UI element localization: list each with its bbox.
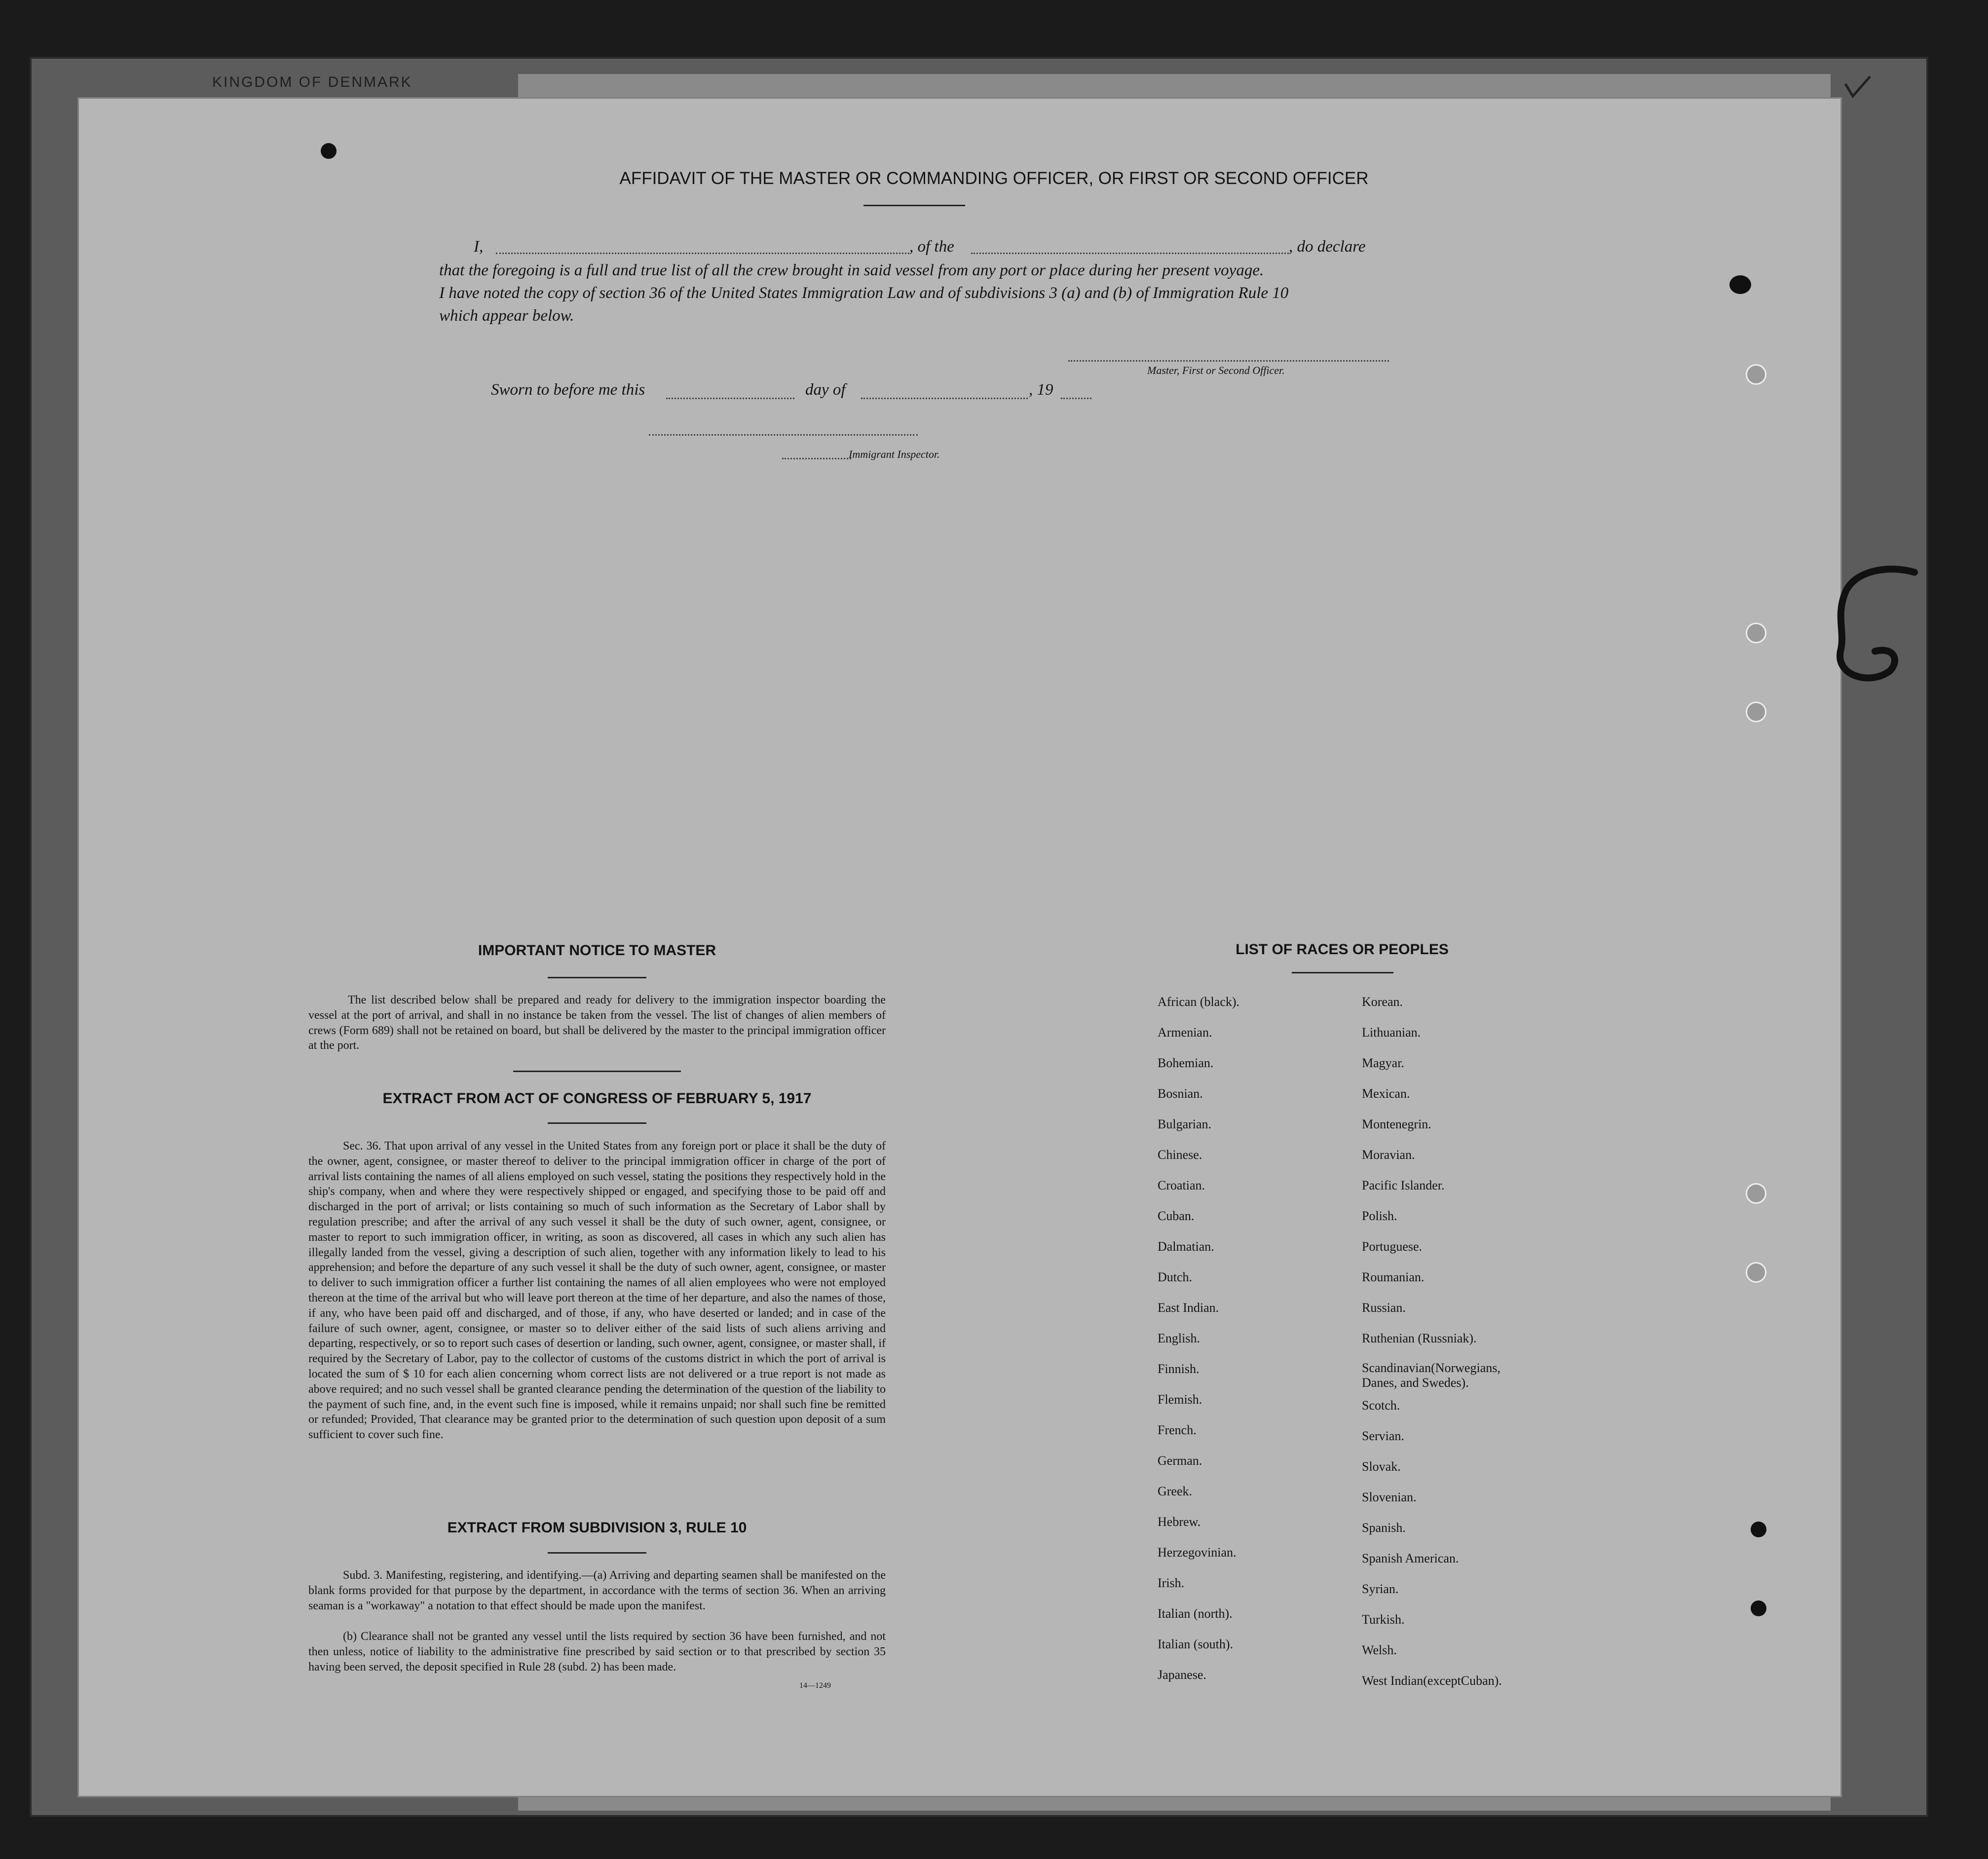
inspector-signature-field[interactable] bbox=[649, 434, 918, 436]
race-item: Roumanian. bbox=[1362, 1270, 1425, 1284]
race-item: Italian (south). bbox=[1158, 1637, 1234, 1651]
divider bbox=[548, 1552, 646, 1554]
race-item: Turkish. bbox=[1362, 1612, 1405, 1627]
race-item: Ruthenian (Russniak). bbox=[1362, 1331, 1477, 1345]
name-field[interactable] bbox=[496, 253, 909, 254]
vessel-field[interactable] bbox=[971, 253, 1289, 254]
affidavit-of-the-label: , of the bbox=[909, 238, 954, 256]
punch-mark bbox=[321, 143, 337, 159]
race-item: Mexican. bbox=[1362, 1086, 1410, 1101]
race-item: African (black). bbox=[1158, 995, 1240, 1009]
race-item: Spanish American. bbox=[1362, 1551, 1459, 1565]
race-item: Chinese. bbox=[1158, 1148, 1202, 1162]
act-text: Sec. 36. That upon arrival of any vessel in the United States from any foreign port or place it shall be the duty of the owner, agent, consignee, or master thereof to deliver to the principal immigration officer in charge of the port of arrival lists containing the names of all aliens employed on such vessel, stating the positions they respectively hold in the ship's company, when and where they were respectively shipped or engaged, and specifying those to be paid off and discharged in the port of arrival; or lists containing so much of such information as the Secretary of Labor shall by regulation prescribe; and after the arrival of any such vessel it shall be the duty of such owner, agent, consignee, or master to report to such immigration officer, in writing, as soon as discovered, all cases in which any such alien has illegally landed from the vessel, giving a description of such alien, together with any information likely to lead to his apprehension; and before the departure of any such vessel it shall be the duty of such owner, agent, consignee, or master to deliver to such immigration officer a further list containing the names of all alien employees who were not employed thereon at the time of the arrival but who will leave port thereon at the time of her departure, and also the names of those, if any, who have been paid off and discharged, and of those, if any, who have deserted or landed; and in case of the failure of such owner, agent, consignee, or master so to deliver either of the said lists of such aliens arriving and departing, respectively, or so to report such cases of desertion or landing, such owner, agent, consignee, or master shall, if required by the Secretary of Labor, pay to the collector of customs of the customs district in which the port of arrival is located the sum of $ 10 for each alien concerning whom correct lists are not delivered or a true report is not made as above required; and no such vessel shall be granted clearance pending the determination of the question of the liability to the payment of such fine, and, in the event such fine is imposed, while it remains unpaid; nor shall such fine be remitted or refunded; Provided, That clearance may be granted prior to the determination of such question upon deposit of a sum sufficient to cover such fine. bbox=[308, 1140, 886, 1442]
race-item: East Indian. bbox=[1158, 1301, 1219, 1315]
check-mark-icon bbox=[1843, 74, 1873, 104]
affidavit-body-line-4: which appear below. bbox=[439, 307, 574, 325]
sworn-day-field[interactable] bbox=[666, 398, 794, 399]
races-heading: LIST OF RACES OR PEOPLES bbox=[1236, 941, 1449, 958]
race-item: Dutch. bbox=[1158, 1270, 1193, 1284]
signature-field[interactable] bbox=[1068, 360, 1389, 362]
signature-label: Master, First or Second Officer. bbox=[1147, 364, 1285, 376]
race-item: Bosnian. bbox=[1158, 1086, 1203, 1101]
race-item: Italian (north). bbox=[1158, 1606, 1233, 1621]
race-item: Welsh. bbox=[1362, 1643, 1397, 1657]
divider bbox=[513, 1071, 681, 1072]
race-item: Bulgarian. bbox=[1158, 1117, 1212, 1131]
race-item: Dalmatian. bbox=[1158, 1239, 1214, 1254]
punch-mark bbox=[1751, 1600, 1766, 1616]
race-item: Spanish. bbox=[1362, 1521, 1406, 1535]
race-item: Croatian. bbox=[1158, 1178, 1205, 1192]
act-heading: EXTRACT FROM ACT OF CONGRESS OF FEBRUARY 5, 1917 bbox=[382, 1090, 812, 1107]
affidavit-do-declare-label: , do declare bbox=[1289, 238, 1366, 256]
punch-hole bbox=[1746, 702, 1766, 722]
inspector-label: Immigrant Inspector. bbox=[849, 448, 940, 460]
punch-hole bbox=[1746, 623, 1766, 643]
race-item: Servian. bbox=[1362, 1429, 1404, 1443]
races-right-column bbox=[1362, 987, 1502, 1696]
rule10-para-b: (b) Clearance shall not be granted any vessel until the lists required by section 36 have been furnished, and not then unless, notice of liability to the administrative fine prescribed by said section or to that prescribed by section 35 having been served, the deposit specified in Rule 28 (subd. 2) has been made. bbox=[308, 1630, 886, 1673]
race-item: Scotch. bbox=[1362, 1398, 1400, 1413]
punch-hole bbox=[1746, 1183, 1766, 1204]
rule10-para-a: Subd. 3. Manifesting, registering, and identifying.—(a) Arriving and departing seamen shall be manifested on the blank forms provided for that purpose by the department, in accordance with the terms of section 36. When an arriving seaman is a "workaway" a notation to that effect should be made upon the manifest. bbox=[308, 1569, 886, 1612]
race-item: Syrian. bbox=[1362, 1582, 1399, 1596]
punch-hole bbox=[1746, 1262, 1766, 1283]
race-item: Greek. bbox=[1158, 1484, 1193, 1498]
punch-hole bbox=[1746, 364, 1766, 385]
notice-text: The list described below shall be prepared and ready for delivery to the immigration inspector boarding the vessel at the port of arrival, and shall in no instance be taken from the vessel. The list of changes of alien members of crews (Form 689) shall not be retained on board, but shall be delivered by the master to the principal immigration officer at the port. bbox=[308, 994, 886, 1052]
inspector-lead-line bbox=[782, 458, 851, 459]
race-item: Russian. bbox=[1362, 1301, 1406, 1315]
affidavit-body-line-3: I have noted the copy of section 36 of the United States Immigration Law and of subdivisions 3 (a) and (b) of Immigration Rule 10 bbox=[439, 284, 1289, 302]
race-item: Lithuanian. bbox=[1362, 1025, 1421, 1040]
race-item: Magyar. bbox=[1362, 1056, 1404, 1070]
race-item: French. bbox=[1158, 1423, 1197, 1437]
divider bbox=[863, 205, 965, 206]
race-item: Japanese. bbox=[1158, 1668, 1206, 1682]
sworn-year-field[interactable] bbox=[1061, 398, 1091, 399]
race-item: Cuban. bbox=[1158, 1209, 1195, 1223]
punch-mark bbox=[1751, 1522, 1766, 1537]
race-item: Polish. bbox=[1362, 1209, 1397, 1223]
race-item: Bohemian. bbox=[1158, 1056, 1214, 1070]
affidavit-i-label: I, bbox=[474, 238, 484, 256]
form-number: 14—1249 bbox=[799, 1681, 831, 1690]
race-item: English. bbox=[1158, 1331, 1200, 1345]
races-left-column bbox=[1158, 987, 1239, 1690]
race-item: Moravian. bbox=[1362, 1148, 1415, 1162]
divider bbox=[548, 1122, 646, 1124]
race-item: German. bbox=[1158, 1453, 1202, 1468]
divider bbox=[1292, 972, 1393, 973]
race-item: Montenegrin. bbox=[1362, 1117, 1431, 1131]
race-item: Finnish. bbox=[1158, 1362, 1200, 1376]
race-item: Herzegovinian. bbox=[1158, 1545, 1237, 1560]
race-item: West Indian(exceptCuban). bbox=[1362, 1673, 1502, 1688]
race-item: Danes, and Swedes). bbox=[1362, 1376, 1469, 1390]
divider bbox=[548, 977, 646, 978]
punch-mark bbox=[1729, 275, 1751, 294]
race-item: Hebrew. bbox=[1158, 1515, 1201, 1529]
race-item: Armenian. bbox=[1158, 1025, 1212, 1040]
race-item: Slovak. bbox=[1362, 1459, 1401, 1474]
race-item: Flemish. bbox=[1158, 1392, 1202, 1407]
race-item: Slovenian. bbox=[1362, 1490, 1417, 1504]
affidavit-body-line-2: that the foregoing is a full and true list of all the crew brought in said vessel from any port or place during her present voyage. bbox=[439, 261, 1264, 279]
race-item: Portuguese. bbox=[1362, 1239, 1423, 1254]
race-item: Korean. bbox=[1362, 995, 1403, 1009]
race-item: Scandinavian(Norwegians, bbox=[1362, 1361, 1500, 1375]
affidavit-title: AFFIDAVIT OF THE MASTER OR COMMANDING OFFICER, OR FIRST OR SECOND OFFICER bbox=[619, 169, 1369, 188]
race-item: Irish. bbox=[1158, 1576, 1185, 1590]
background-sheet-header: KINGDOM OF DENMARK bbox=[212, 74, 413, 90]
day-of-label: day of bbox=[805, 381, 846, 399]
year-label: , 19 bbox=[1029, 381, 1053, 399]
rule10-heading: EXTRACT FROM SUBDIVISION 3, RULE 10 bbox=[447, 1520, 747, 1536]
sworn-label: Sworn to before me this bbox=[491, 381, 645, 399]
notice-heading: IMPORTANT NOTICE TO MASTER bbox=[478, 942, 716, 959]
sworn-month-field[interactable] bbox=[861, 398, 1028, 399]
handwritten-mark-icon bbox=[1816, 562, 1924, 691]
race-item: Pacific Islander. bbox=[1362, 1178, 1445, 1192]
